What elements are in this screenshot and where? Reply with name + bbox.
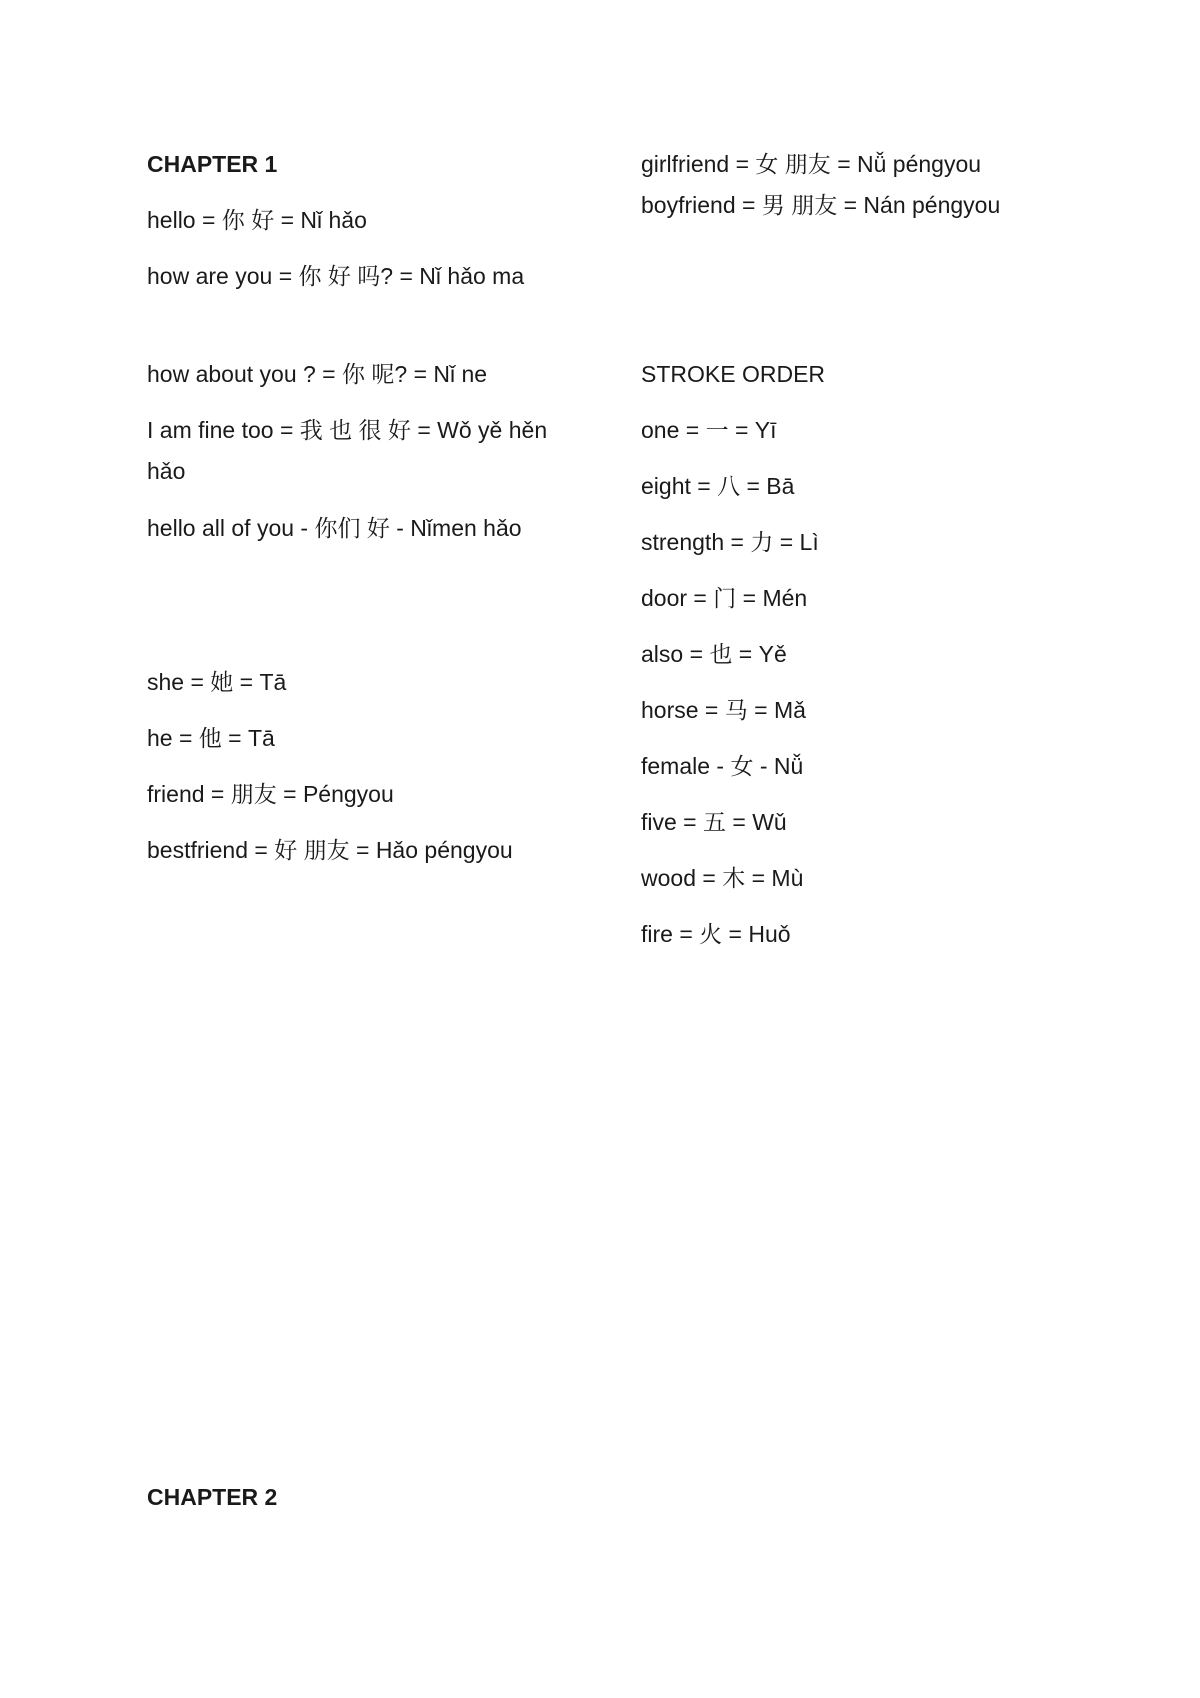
chapter-2-heading: CHAPTER 2 — [147, 1484, 278, 1510]
stroke-item-one: one = 一 = Yī — [641, 417, 777, 443]
vocab-girlfriend: girlfriend = 女 朋友 = Nǚ péngyou — [641, 151, 982, 177]
vocab-boyfriend: boyfriend = 男 朋友 = Nán péngyou — [641, 192, 1001, 218]
vocab-he: he = 他 = Tā — [147, 725, 275, 751]
stroke-item-fire: fire = 火 = Huǒ — [641, 921, 791, 947]
stroke-item-door: door = 门 = Mén — [641, 585, 808, 611]
vocab-i-am-fine-too: I am fine too = 我 也 很 好 = Wǒ yě hěn hǎo — [147, 417, 548, 484]
vocab-hello: hello = 你 好 = Nǐ hǎo — [147, 207, 367, 233]
vocab-hello-all-of-you: hello all of you - 你们 好 - Nǐmen hǎo — [147, 515, 522, 541]
stroke-item-five: five = 五 = Wǔ — [641, 809, 787, 835]
vocab-she: she = 她 = Tā — [147, 669, 287, 695]
vocab-friend: friend = 朋友 = Péngyou — [147, 781, 394, 807]
stroke-item-eight: eight = 八 = Bā — [641, 473, 795, 499]
stroke-item-also: also = 也 = Yě — [641, 641, 787, 667]
stroke-item-female: female - 女 - Nǚ — [641, 753, 804, 779]
stroke-order-heading: STROKE ORDER — [641, 361, 826, 387]
vocab-bestfriend: bestfriend = 好 朋友 = Hǎo péngyou — [147, 837, 513, 863]
stroke-item-wood: wood = 木 = Mù — [641, 865, 804, 891]
chapter-1-heading: CHAPTER 1 — [147, 151, 278, 177]
stroke-item-horse: horse = 马 = Mǎ — [641, 697, 806, 723]
vocab-how-about-you: how about you ? = 你 呢? = Nǐ ne — [147, 361, 488, 387]
vocab-how-are-you: how are you = 你 好 吗? = Nǐ hǎo ma — [147, 263, 525, 289]
stroke-item-strength: strength = 力 = Lì — [641, 529, 819, 555]
